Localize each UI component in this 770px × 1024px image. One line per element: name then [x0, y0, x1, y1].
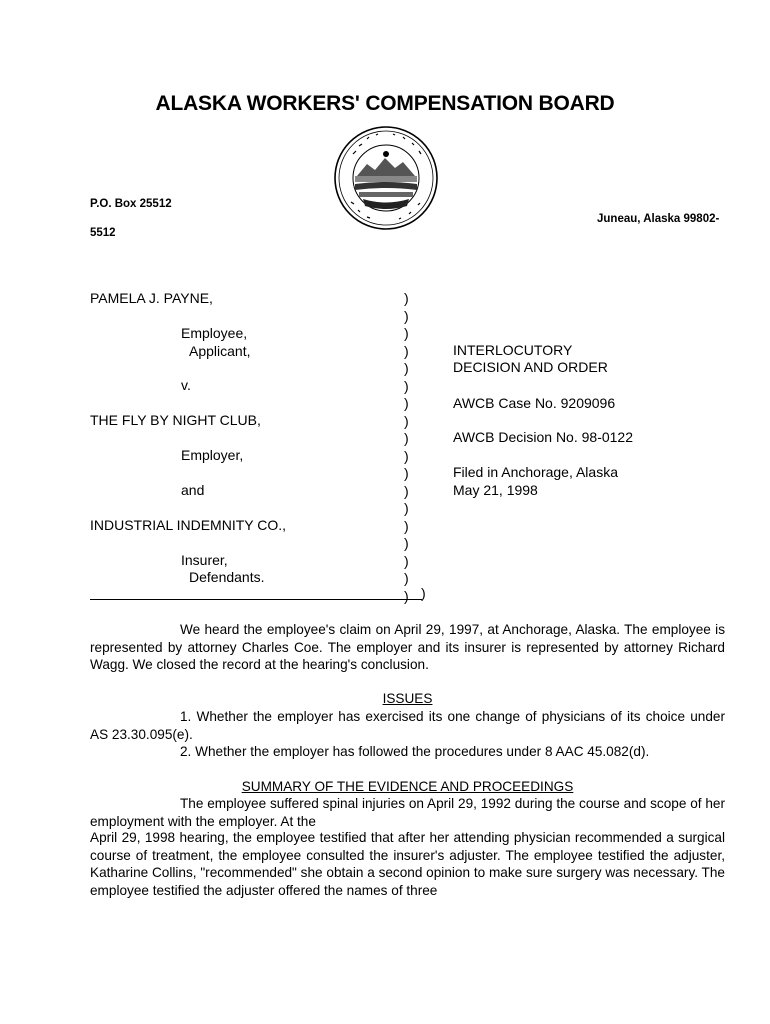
versus-label: v.: [181, 377, 191, 393]
po-box-continued: 5512: [90, 227, 116, 239]
issue-2: 2. Whether the employer has followed the procedures under 8 AAC 45.082(d).: [180, 744, 650, 759]
intro-paragraph: We heard the employee's claim on April 29, 1997, at Anchorage, Alaska. The employee is represented by attorney Charles Coe. The employer and its insurer is represented by attorney Richard Wagg. We closed the record at the hearing's conclusion.: [90, 622, 725, 672]
decision-type-line-2: DECISION AND ORDER: [453, 359, 608, 375]
page-title: ALASKA WORKERS' COMPENSATION BOARD: [155, 92, 615, 115]
and-label: and: [181, 482, 205, 498]
applicant-name: PAMELA J. PAYNE,: [90, 290, 213, 306]
case-number: AWCB Case No. 9209096: [453, 395, 616, 411]
defendants-role: Defendants.: [189, 569, 265, 585]
issues-heading: ISSUES: [382, 691, 433, 706]
decision-type-line-1: INTERLOCUTORY: [453, 342, 573, 358]
employer-role: Employer,: [181, 447, 244, 463]
applicant-role-employee: Employee,: [181, 325, 248, 341]
insurer-role: Insurer,: [181, 552, 228, 568]
caption-closing-paren: ): [421, 585, 426, 601]
caption-rule: [90, 599, 422, 600]
insurer-name: INDUSTRIAL INDEMNITY CO.,: [90, 517, 287, 533]
summary-heading: SUMMARY OF THE EVIDENCE AND PROCEEDINGS: [241, 779, 574, 794]
filed-date: May 21, 1998: [453, 482, 538, 498]
caption-divider: ) ) ) ) ) ) ) ) ) ) ) ) ) ) ) ) ) ): [404, 290, 409, 604]
city-address: Juneau, Alaska 99802-: [597, 213, 720, 225]
state-seal-image: [333, 124, 439, 232]
employer-name: THE FLY BY NIGHT CLUB,: [90, 412, 261, 428]
applicant-role-applicant: Applicant,: [189, 343, 251, 359]
summary-paragraph-2: April 29, 1998 hearing, the employee testified that after her attending physician recommended a surgical course of treatment, the employee consulted the insurer's adjuster. The employee testified the adjuster, Katharine Collins, "recommended" she obtain a second opinion to make sure surgery was necessary. The employee testified the adjuster offered the names of three: [90, 830, 725, 898]
issue-1: 1. Whether the employer has exercised its one change of physicians of its choice under AS 23.30.095(e).: [90, 709, 725, 742]
decision-number: AWCB Decision No. 98-0122: [453, 429, 634, 445]
filed-location: Filed in Anchorage, Alaska: [453, 464, 618, 480]
summary-paragraph-1: The employee suffered spinal injuries on April 29, 1992 during the course and scope of her employment with the employer. At the: [90, 796, 725, 829]
po-box: P.O. Box 25512: [90, 198, 172, 210]
